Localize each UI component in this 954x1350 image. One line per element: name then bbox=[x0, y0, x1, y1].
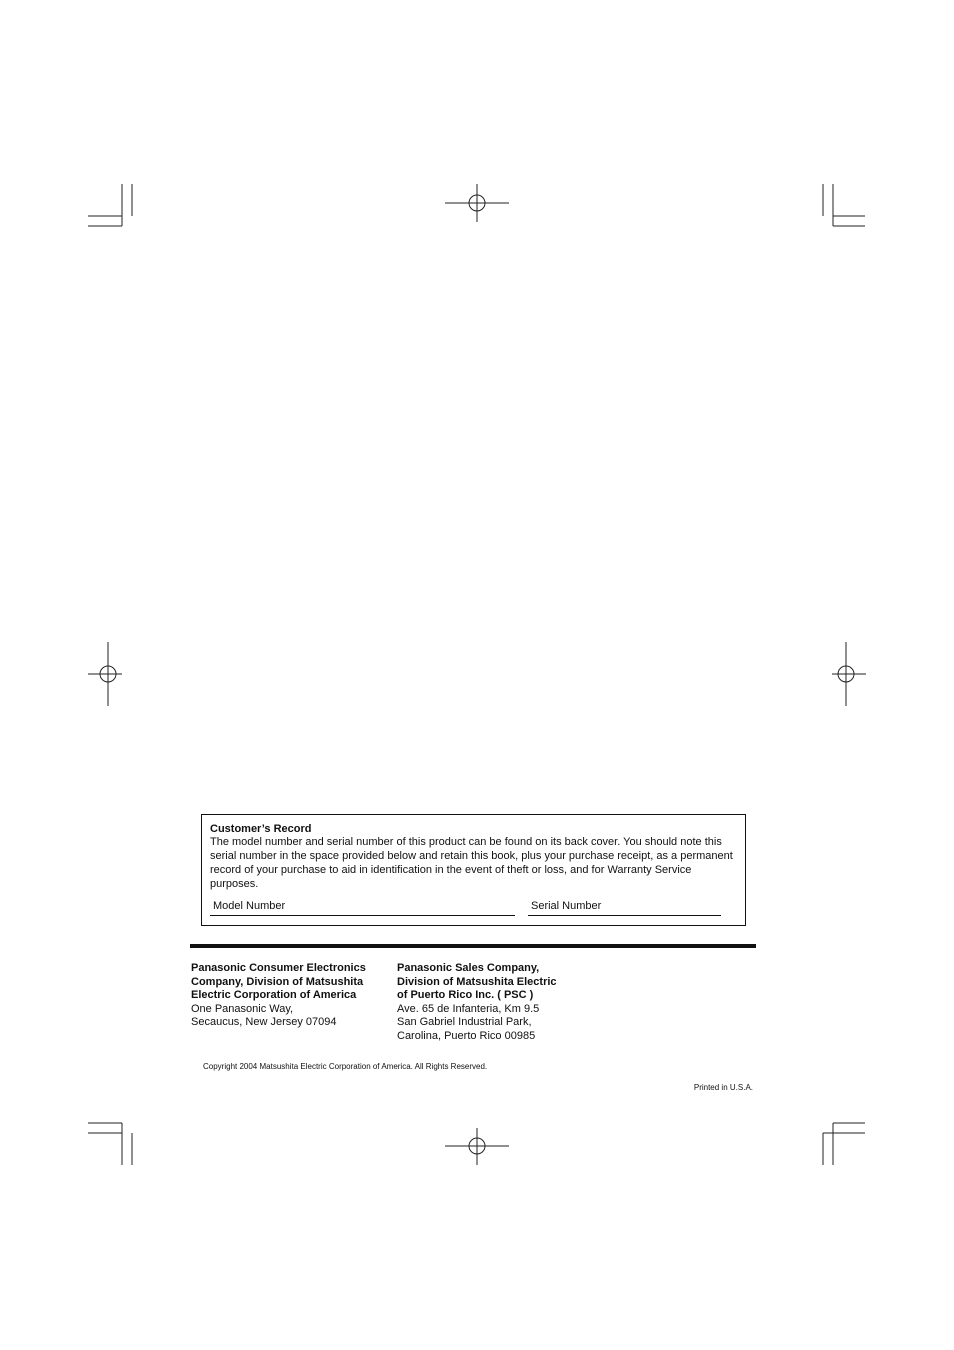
company-name-line: Company, Division of Matsushita bbox=[191, 975, 364, 988]
company-name-line: Electric Corporation of America bbox=[191, 989, 357, 1002]
customer-record-text: The model number and serial number of this product can be found on its back cover. You should note this serial number in the space provided below and retain this book, plus your purchase receipt, as a permanent record of your purchase to aid in identification in the event of theft or loss, and for Warranty Service purposes. bbox=[210, 836, 733, 890]
company-address-line: Carolina, Puerto Rico 00985 bbox=[397, 1029, 536, 1042]
crop-mark-top-left bbox=[88, 184, 132, 226]
registration-mark-right bbox=[832, 642, 866, 706]
copyright-notice: Copyright 2004 Matsushita Electric Corporation of America. All Rights Reserved. bbox=[203, 1062, 488, 1071]
company-address-line: Secaucus, New Jersey 07094 bbox=[191, 1016, 337, 1029]
company-name-line: Division of Matsushita Electric bbox=[397, 975, 557, 988]
company-address-line: San Gabriel Industrial Park, bbox=[397, 1016, 532, 1029]
customer-record-box bbox=[201, 814, 746, 926]
section-divider bbox=[190, 944, 756, 948]
serial-number-field[interactable] bbox=[528, 898, 721, 916]
crop-mark-bottom-right bbox=[823, 1123, 865, 1165]
crop-mark-bottom-left bbox=[88, 1123, 132, 1165]
registration-mark-bottom bbox=[445, 1128, 509, 1165]
company-address-line: One Panasonic Way, bbox=[191, 1002, 294, 1015]
serial-number-label: Serial Number bbox=[531, 900, 602, 912]
model-number-field[interactable] bbox=[210, 898, 515, 916]
crop-mark-top-right bbox=[823, 184, 865, 226]
company-name-line: of Puerto Rico Inc. ( PSC ) bbox=[397, 989, 534, 1002]
customer-record-title: Customer’s Record bbox=[210, 823, 312, 835]
company-address-right bbox=[397, 962, 597, 1044]
printed-in-notice: Printed in U.S.A. bbox=[693, 1083, 753, 1092]
company-address-left bbox=[191, 962, 391, 1030]
registration-mark-left bbox=[88, 642, 122, 706]
company-address-line: Ave. 65 de Infanteria, Km 9.5 bbox=[397, 1002, 540, 1015]
company-name-line: Panasonic Consumer Electronics bbox=[191, 962, 366, 974]
company-name-line: Panasonic Sales Company, bbox=[397, 962, 540, 974]
registration-mark-top bbox=[445, 184, 509, 222]
model-number-label: Model Number bbox=[213, 900, 286, 912]
